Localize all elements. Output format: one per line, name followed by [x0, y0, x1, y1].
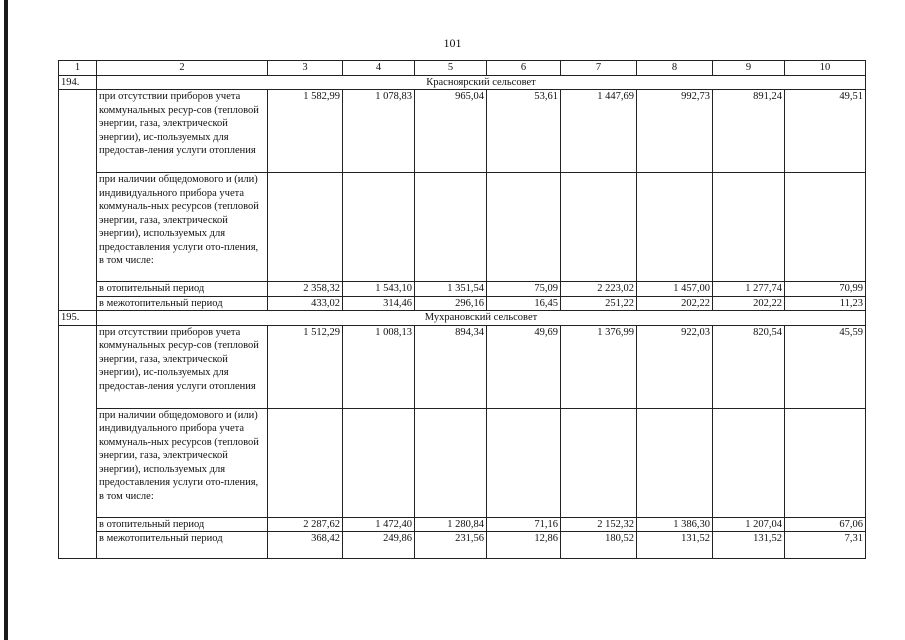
value-cell: 922,03 [637, 325, 713, 408]
value-cell: 891,24 [713, 90, 785, 173]
value-cell [487, 408, 561, 517]
column-header: 8 [637, 61, 713, 76]
row-label: при отсутствии приборов учета коммунальных ресур-сов (тепловой энергии, газа, электрической энергии), ис-пользуемых для предостав-ления услуги отопления [97, 325, 268, 408]
value-cell: 249,86 [343, 532, 415, 559]
value-cell: 2 152,32 [561, 517, 637, 532]
value-cell: 1 512,29 [268, 325, 343, 408]
column-header: 6 [487, 61, 561, 76]
table-row [59, 173, 866, 282]
value-cell: 180,52 [561, 532, 637, 559]
value-cell: 1 472,40 [343, 517, 415, 532]
value-cell: 131,52 [637, 532, 713, 559]
column-header: 10 [785, 61, 866, 76]
page-number: 101 [443, 36, 462, 50]
value-cell [713, 408, 785, 517]
value-cell: 16,45 [487, 296, 561, 311]
value-cell: 1 207,04 [713, 517, 785, 532]
value-cell [713, 173, 785, 282]
value-cell: 314,46 [343, 296, 415, 311]
value-cell: 1 457,00 [637, 282, 713, 297]
row-label: в отопительный период [97, 517, 268, 532]
value-cell: 1 447,69 [561, 90, 637, 173]
value-cell: 202,22 [713, 296, 785, 311]
row-label: в отопительный период [97, 282, 268, 297]
section-number: 195. [59, 311, 97, 326]
section-name: Мухрановский сельсовет [97, 311, 866, 326]
column-header: 2 [97, 61, 268, 76]
value-cell: 11,23 [785, 296, 866, 311]
value-cell [561, 408, 637, 517]
table-row [59, 282, 866, 297]
value-cell: 49,51 [785, 90, 866, 173]
value-cell [268, 408, 343, 517]
column-header: 7 [561, 61, 637, 76]
section-header-row [59, 75, 866, 90]
section-number-cell [59, 325, 97, 559]
value-cell: 71,16 [487, 517, 561, 532]
value-cell: 53,61 [487, 90, 561, 173]
column-header: 3 [268, 61, 343, 76]
value-cell: 2 223,02 [561, 282, 637, 297]
column-header: 9 [713, 61, 785, 76]
value-cell: 251,22 [561, 296, 637, 311]
row-label: при наличии общедомового и (или) индивидуального прибора учета коммуналь-ных ресурсов (тепловой энергии, газа, электрической энергии), используемых для предоставления услуги ото-пления, в том числе: [97, 173, 268, 282]
value-cell: 67,06 [785, 517, 866, 532]
row-label: при отсутствии приборов учета коммунальных ресур-сов (тепловой энергии, газа, электрической энергии), ис-пользуемых для предостав-ления услуги отопления [97, 90, 268, 173]
table-row [59, 517, 866, 532]
section-header-row [59, 311, 866, 326]
value-cell [268, 173, 343, 282]
value-cell: 2 358,32 [268, 282, 343, 297]
table-row [59, 296, 866, 311]
value-cell [637, 408, 713, 517]
value-cell: 965,04 [415, 90, 487, 173]
value-cell: 1 277,74 [713, 282, 785, 297]
value-cell: 231,56 [415, 532, 487, 559]
value-cell: 1 543,10 [343, 282, 415, 297]
value-cell: 2 287,62 [268, 517, 343, 532]
value-cell: 12,86 [487, 532, 561, 559]
value-cell: 1 376,99 [561, 325, 637, 408]
table-row [59, 325, 866, 408]
table-row [59, 532, 866, 559]
value-cell: 45,59 [785, 325, 866, 408]
scan-edge-bar [4, 0, 8, 640]
value-cell: 992,73 [637, 90, 713, 173]
value-cell: 1 008,13 [343, 325, 415, 408]
value-cell [561, 173, 637, 282]
value-cell: 1 280,84 [415, 517, 487, 532]
column-header-row [59, 61, 866, 76]
value-cell [343, 408, 415, 517]
value-cell: 820,54 [713, 325, 785, 408]
value-cell [415, 408, 487, 517]
value-cell: 368,42 [268, 532, 343, 559]
value-cell: 1 582,99 [268, 90, 343, 173]
value-cell [785, 408, 866, 517]
tariff-table [58, 60, 866, 559]
value-cell: 1 078,83 [343, 90, 415, 173]
value-cell [487, 173, 561, 282]
value-cell: 75,09 [487, 282, 561, 297]
value-cell: 433,02 [268, 296, 343, 311]
column-header: 4 [343, 61, 415, 76]
value-cell: 7,31 [785, 532, 866, 559]
column-header: 5 [415, 61, 487, 76]
value-cell: 296,16 [415, 296, 487, 311]
table-row [59, 90, 866, 173]
value-cell: 70,99 [785, 282, 866, 297]
section-number-cell [59, 90, 97, 311]
value-cell: 1 351,54 [415, 282, 487, 297]
value-cell [343, 173, 415, 282]
section-number: 194. [59, 75, 97, 90]
row-label: в межотопительный период [97, 296, 268, 311]
value-cell [785, 173, 866, 282]
value-cell: 1 386,30 [637, 517, 713, 532]
section-name: Красноярский сельсовет [97, 75, 866, 90]
column-header: 1 [59, 61, 97, 76]
value-cell: 131,52 [713, 532, 785, 559]
row-label: в межотопительный период [97, 532, 268, 559]
value-cell [415, 173, 487, 282]
value-cell: 894,34 [415, 325, 487, 408]
value-cell: 49,69 [487, 325, 561, 408]
table-row [59, 408, 866, 517]
row-label: при наличии общедомового и (или) индивидуального прибора учета коммуналь-ных ресурсов (тепловой энергии, газа, электрической энергии), используемых для предоставления услуги ото-пления, в том числе: [97, 408, 268, 517]
value-cell: 202,22 [637, 296, 713, 311]
value-cell [637, 173, 713, 282]
